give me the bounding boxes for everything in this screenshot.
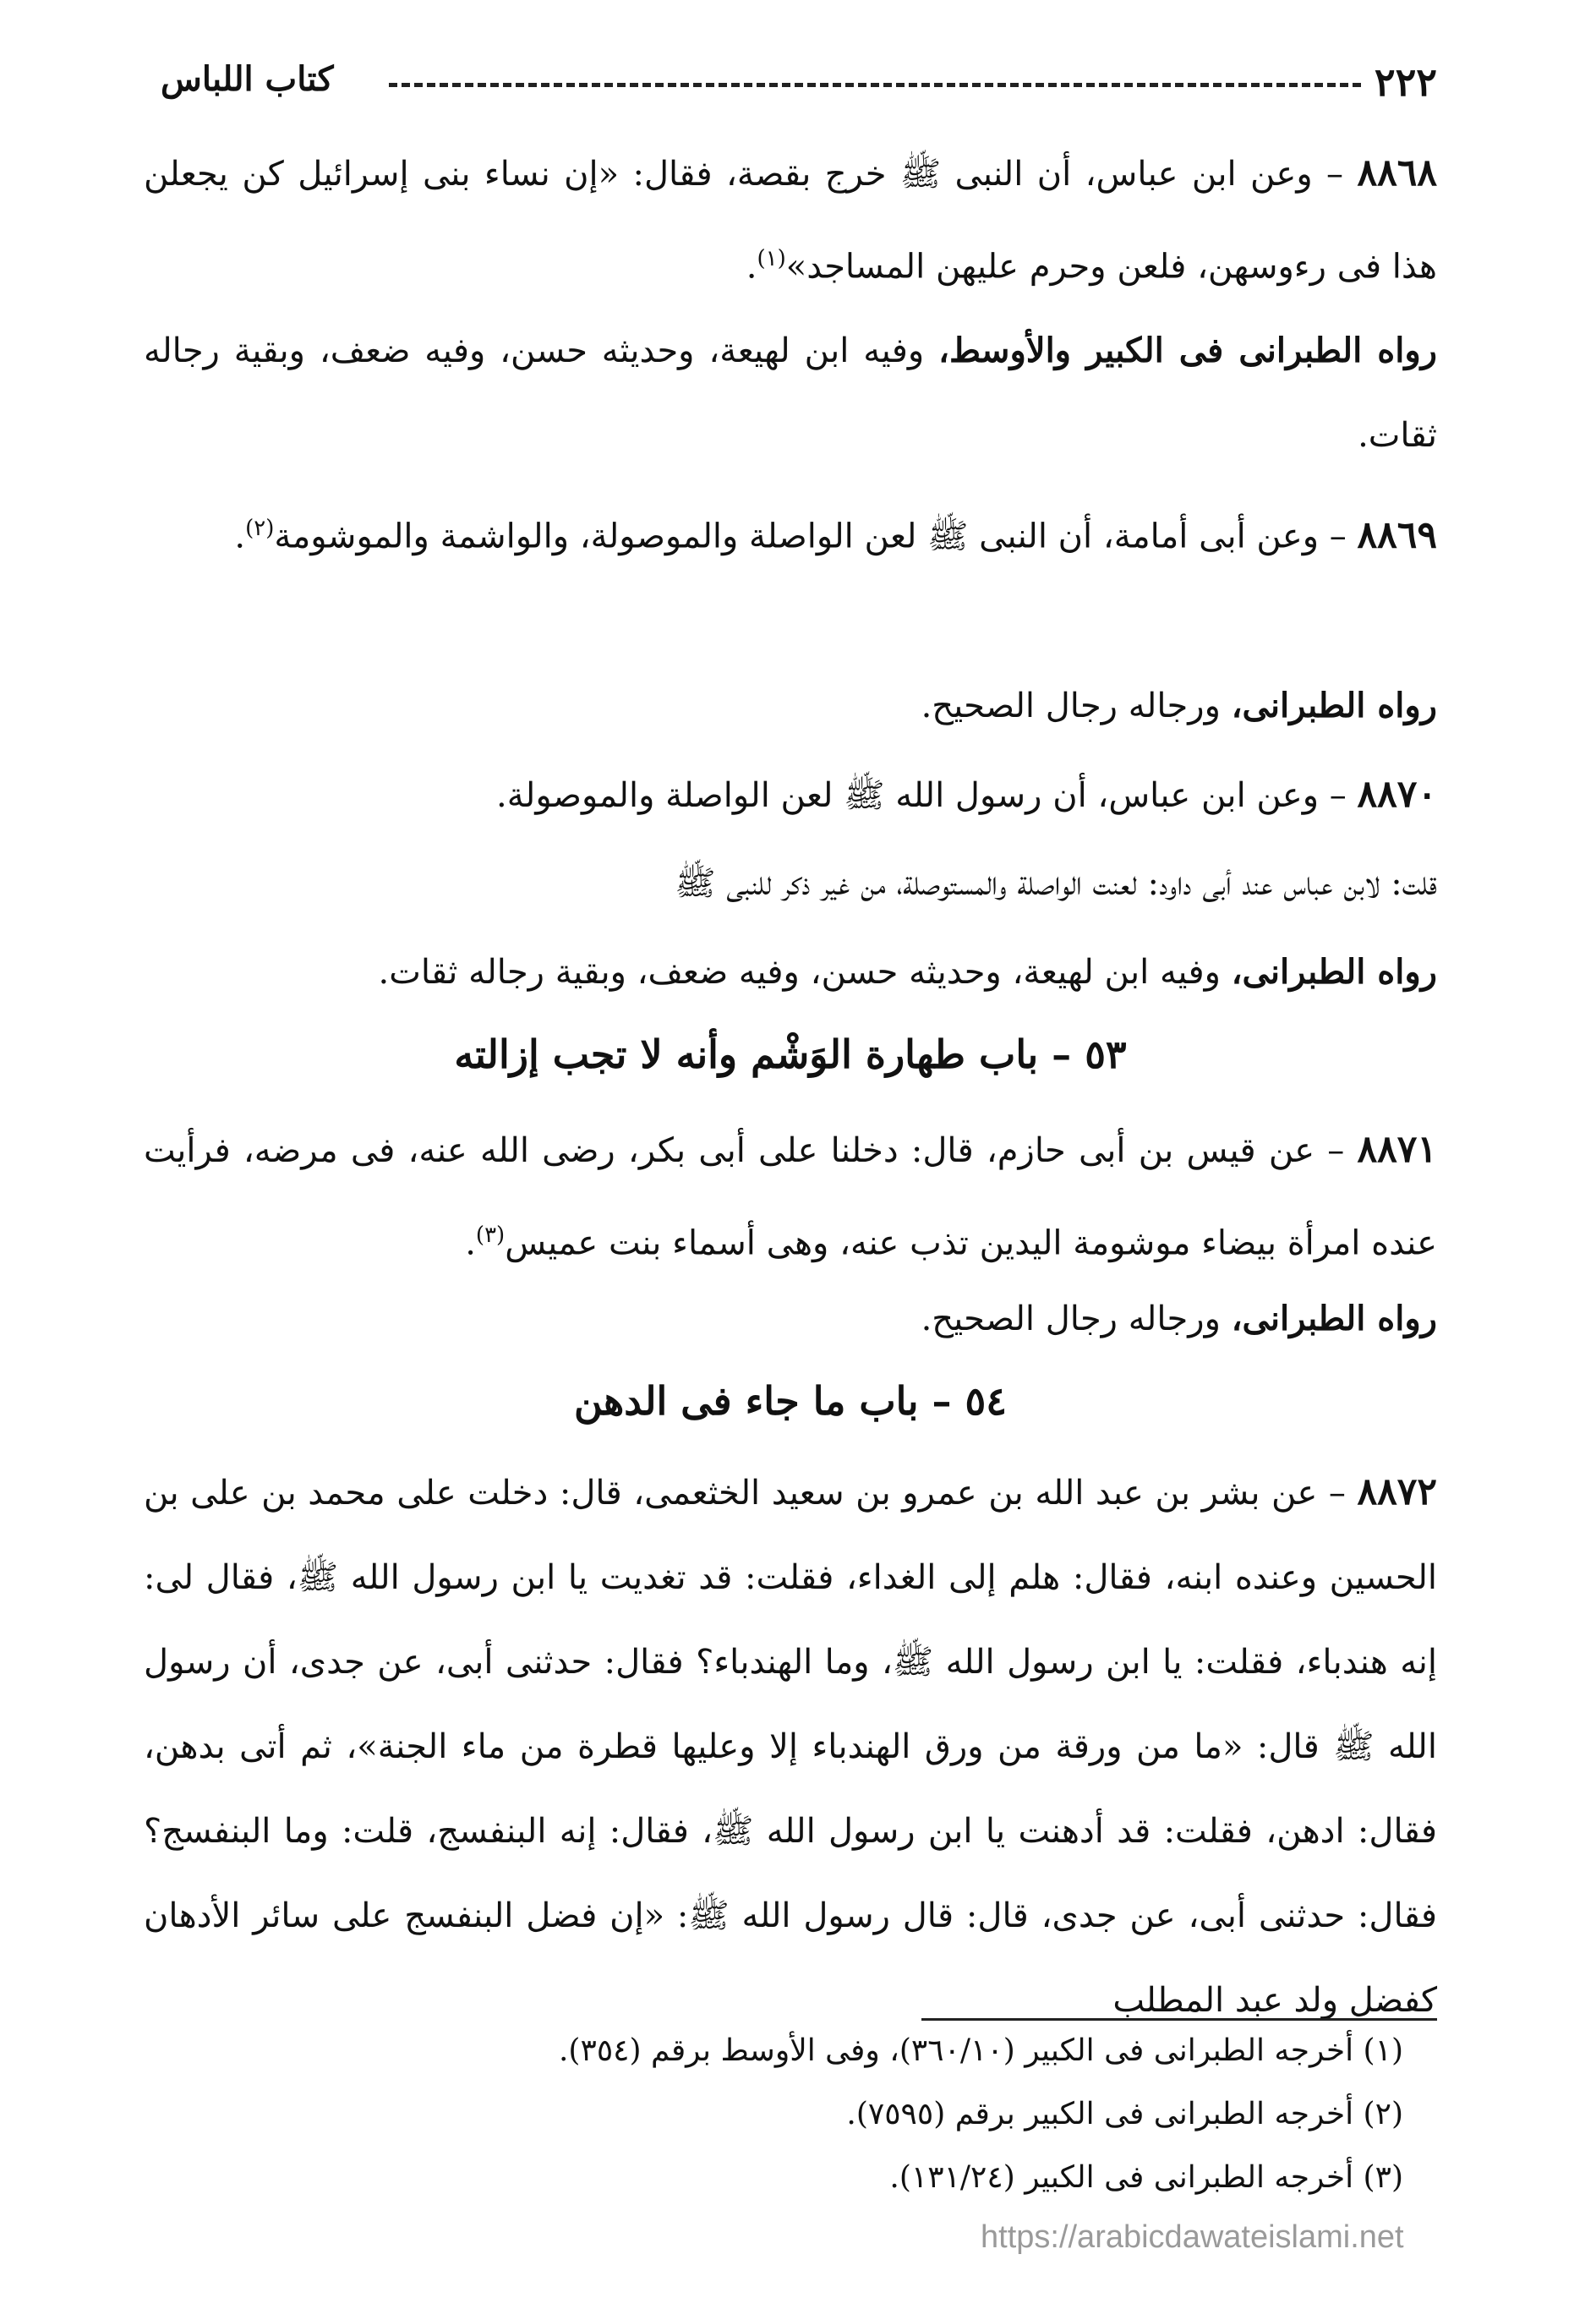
hadith-number: ٨٨٧١ bbox=[1357, 1128, 1438, 1171]
source-bold: رواه الطبرانى، bbox=[1231, 1299, 1437, 1338]
source-text: ورجاله رجال الصحيح. bbox=[921, 687, 1232, 725]
hadith-8869: ٨٨٦٩ – وعن أبى أمامة، أن النبى ﷺ لعن الواصلة والموصولة، والواشمة والموشومة$^{(٢)}$. bbox=[234, 513, 1437, 557]
hadith-text: – وعن ابن عباس، أن النبى ﷺ خرج بقصة، فقال: «إن نساء بنى إسرائيل كن يجعلن هذا فى رءوسهن، فلعن وحرم عليهن المساجد» bbox=[144, 155, 1437, 287]
hadith-number: ٨٨٧٢ bbox=[1357, 1470, 1437, 1513]
hadith-8870 bbox=[144, 752, 1437, 838]
hadith-number: ٨٨٧٠ bbox=[1357, 773, 1437, 816]
footnote-ref: (٣) bbox=[475, 1223, 506, 1248]
header-divider bbox=[389, 83, 1361, 87]
watermark-url: https://arabicdawateislami.net bbox=[981, 2219, 1404, 2255]
source-text: وفيه ابن لهيعة، وحديثه حسن، وفيه ضعف، وبقية رجاله ثقات. bbox=[144, 331, 1437, 455]
footnote-ref: (٢) bbox=[245, 516, 275, 541]
hadith-number: ٨٨٦٩ bbox=[1357, 513, 1437, 557]
source-text: وفيه ابن لهيعة، وحديثه حسن، وفيه ضعف، وبقية رجاله ثقات. bbox=[378, 953, 1232, 992]
source-bold: رواه الطبرانى، bbox=[1231, 952, 1437, 992]
source-8871 bbox=[144, 1277, 1437, 1361]
hadith-8868: ٨٨٦٨ – وعن ابن عباس، أن النبى ﷺ خرج بقصة، فقال: «إن نساء بنى إسرائيل كن يجعلن هذا فى رءوسهن، فلعن وحرم عليهن المساجد»$^{(١)}$. bbox=[144, 151, 1437, 287]
footnote-2: (٢) أخرجه الطبرانى فى الكبير برقم (٧٥٩٥). bbox=[846, 2097, 1403, 2131]
hadith-8872 bbox=[144, 1450, 1437, 2043]
source-bold: رواه الطبرانى فى الكبير والأوسط، bbox=[938, 331, 1438, 370]
hadith-text: – وعن أبى أمامة، أن النبى ﷺ لعن الواصلة والموصولة، والواشمة والموشومة bbox=[274, 517, 1358, 556]
hadith-text: – عن بشر بن عبد الله بن عمرو بن سعيد الخثعمى، قال: دخلت على محمد بن على بن الحسين وعنده ابنه، فقال: هلم إلى الغداء، فقلت: قد تغديت يا ابن رسول الله ﷺ، فقال لى: إنه هندباء، فقلت: يا ابن رسول الله ﷺ، وما الهندباء؟ فقال: حدثنى أبى، عن جدى، أن رسول الله ﷺ قال: «ما من ورقة من ورق الهندباء إلا وعليها قطرة من ماء الجنة»، ثم أتى بدهن، فقال: ادهن، فقلت: قد أدهنت يا ابن رسول الله ﷺ، فقال: إنه البنفسج، قلت: وما البنفسج؟ فقال: حدثنى أبى، عن جدى، قال: قال رسول الله ﷺ: «إن فضل البنفسج على سائر الأدهان كفضل ولد عبد المطلب bbox=[144, 1474, 1437, 2020]
source-8869 bbox=[144, 664, 1437, 748]
footnote-1: (١) أخرجه الطبرانى فى الكبير (٣٦٠/١٠)، وفى الأوسط برقم (٣٥٤). bbox=[558, 2033, 1403, 2068]
page bbox=[144, 47, 1437, 2295]
hadith-text: – عن قيس بن أبى حازم، قال: دخلنا على أبى بكر، رضى الله عنه، فى مرضه، فرأيت عنده امرأة بيضاء موشومة اليدين تذب عنه، وهى أسماء بنت عميس bbox=[144, 1131, 1437, 1263]
note-8870: قلت: لابن عباس عند أبى داود: لعنت الواصلة والمستوصلة، من غير ذكر للنبى ﷺ bbox=[675, 864, 1437, 903]
hadith-number: ٨٨٦٨ bbox=[1357, 151, 1437, 194]
page-number: ٢٢٢ bbox=[1374, 59, 1437, 105]
page-header bbox=[144, 59, 1437, 110]
hadith-8871: ٨٨٧١ – عن قيس بن أبى حازم، قال: دخلنا على أبى بكر، رضى الله عنه، فى مرضه، فرأيت عنده امرأة بيضاء موشومة اليدين تذب عنه، وهى أسماء بنت عميس$^{(٣)}$. bbox=[144, 1128, 1438, 1263]
chapter-heading-53: ٥٣ – باب طهارة الوَشْم وأنه لا تجب إزالته bbox=[454, 1031, 1127, 1077]
hadith-text: – وعن ابن عباس، أن رسول الله ﷺ لعن الواصلة والموصولة. bbox=[496, 776, 1358, 815]
source-8870 bbox=[144, 930, 1437, 1015]
footnote-3: (٣) أخرجه الطبرانى فى الكبير (١٣١/٢٤). bbox=[889, 2160, 1403, 2195]
source-text: ورجاله رجال الصحيح. bbox=[921, 1299, 1232, 1338]
footnote-ref: (١) bbox=[757, 246, 786, 271]
footnote-rule bbox=[921, 2018, 1437, 2021]
source-bold: رواه الطبرانى، bbox=[1231, 686, 1437, 725]
chapter-heading-54: ٥٤ – باب ما جاء فى الدهن bbox=[574, 1378, 1007, 1424]
source-8868 bbox=[144, 309, 1437, 478]
book-title: كتاب اللباس bbox=[161, 59, 334, 99]
